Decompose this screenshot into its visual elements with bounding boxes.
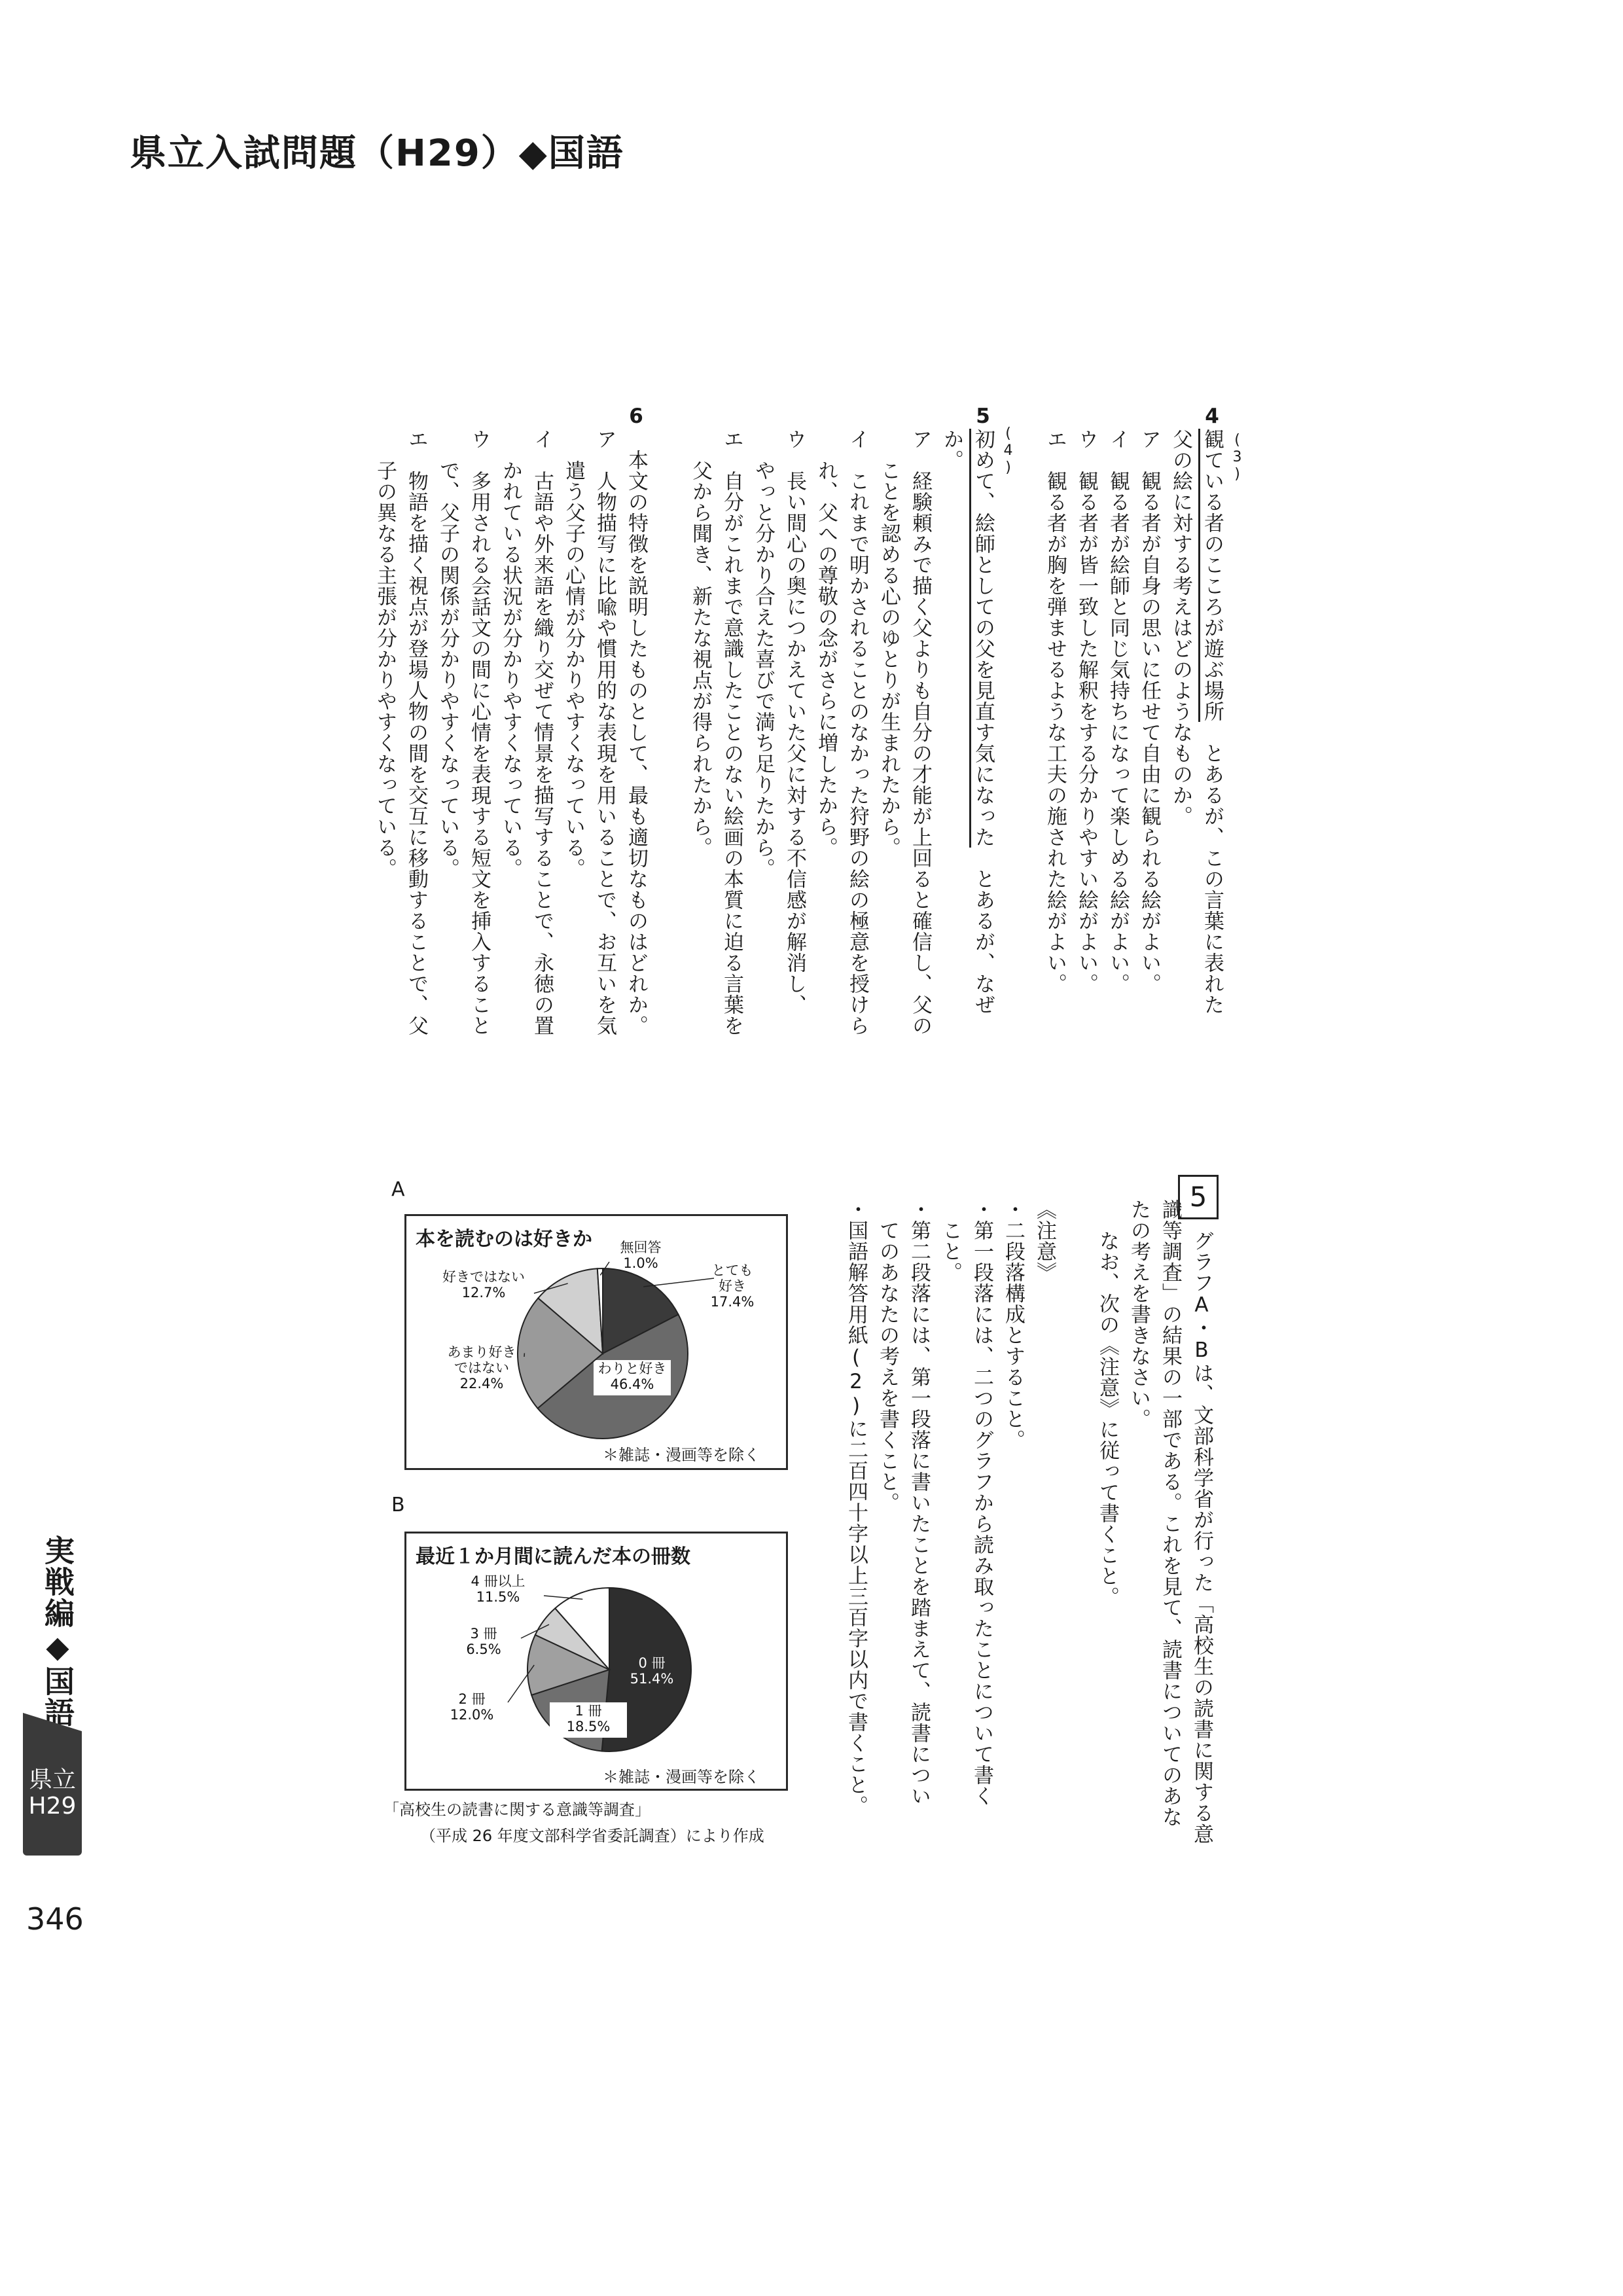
sidebar-tab-text bbox=[23, 1767, 82, 1820]
q5-marker: (4) bbox=[1000, 425, 1016, 476]
section-5-line-2: 識等調査」の結果の一部である。これを見て、読書についてのあな bbox=[1158, 1199, 1182, 1827]
chart-a-label-3-0: 好きではない bbox=[442, 1269, 525, 1285]
q6-stem: 6 本文の特徴を説明したものとして、最も適切なものはどれか。 bbox=[624, 404, 648, 1036]
q4-underlined-phrase: 観ている者のこころが遊ぶ場所 bbox=[1198, 429, 1224, 722]
chart-a-note: ＊雑誌・漫画等を除く bbox=[603, 1446, 760, 1464]
q5-option-e: エ 自分がこれまで意識したことのない絵画の本質に迫る言葉を bbox=[720, 429, 743, 1036]
q6-option-i: イ 古語や外来語を織り交ぜて情景を描写することで、永徳の置 bbox=[530, 429, 554, 1036]
chart-a-label-1-0: わりと好き bbox=[597, 1361, 667, 1376]
chart-a-pie bbox=[406, 1216, 786, 1468]
chart-b-label-0-0: 0 冊 bbox=[638, 1655, 666, 1671]
page-number: 346 bbox=[26, 1901, 84, 1937]
q6-option-a-cont: 遣う父子の心情が分かりやすくなっている。 bbox=[562, 460, 585, 879]
chart-a-title: 本を読むのは好きか bbox=[416, 1228, 592, 1251]
chart-b-label-2-0: 2 冊 bbox=[458, 1691, 486, 1707]
note-1: ・二段落構成とすること。 bbox=[1001, 1199, 1025, 1450]
note-3-cont: てのあなたの考えを書くこと。 bbox=[876, 1199, 899, 1513]
chart-a-label-2-1: ではない bbox=[454, 1360, 509, 1376]
chart-a-box bbox=[404, 1214, 788, 1470]
q4-option-u: ウ 観る者が皆一致した解釈をする分かりやすい絵がよい。 bbox=[1075, 429, 1098, 994]
chart-b-label-2-1: 12.0% bbox=[450, 1707, 494, 1723]
note-2-cont: こと。 bbox=[938, 1199, 962, 1283]
q5-option-i-cont: れ、父への尊敬の念がさらに増したから。 bbox=[814, 460, 838, 858]
chart-b-label-4-1: 11.5% bbox=[476, 1589, 520, 1605]
chart-a-label-4-0: 無回答 bbox=[620, 1240, 662, 1255]
q6-number: 6 bbox=[624, 404, 648, 429]
chart-a-label-2-2: 22.4% bbox=[459, 1376, 504, 1391]
sidebar-tab bbox=[23, 1731, 82, 1856]
notes-title: 《注意》 bbox=[1033, 1199, 1056, 1283]
q6-option-u: ウ 多用される会話文の間に心情を表現する短文を挿入すること bbox=[467, 429, 491, 1036]
note-2: ・第一段落には、二つのグラフから読み取ったことについて書く bbox=[970, 1199, 993, 1806]
chart-a-label: A bbox=[391, 1178, 405, 1201]
chart-b-label-4-0: 4 冊以上 bbox=[471, 1573, 526, 1589]
section-5-number: 5 bbox=[1178, 1175, 1219, 1219]
q6-option-e-cont: 子の異なる主張が分かりやすくなっている。 bbox=[373, 460, 397, 879]
chart-a-label-1-1: 46.4% bbox=[610, 1376, 654, 1392]
chart-a-leader-0 bbox=[643, 1278, 714, 1287]
q6-option-a: ア 人物描写に比喩や慣用的な表現を用いることで、お互いを気 bbox=[593, 429, 616, 1036]
chart-b-label-3-0: 3 冊 bbox=[470, 1626, 497, 1641]
sidebar-tab-line-2: H29 bbox=[28, 1793, 77, 1820]
q4-marker: (3) bbox=[1229, 432, 1245, 483]
q5-option-u-cont: やっと分かり合えた喜びで満ち足りたから。 bbox=[751, 460, 775, 879]
chart-a-label-4-1: 1.0% bbox=[623, 1255, 658, 1271]
chart-b-box bbox=[404, 1532, 788, 1791]
q5-stem-rest: とあるが、なぜ bbox=[971, 848, 995, 1015]
section-5-line-1: グラフA・Bは、文部科学省が行った「高校生の読書に関する意 bbox=[1190, 1230, 1213, 1844]
q4-number: 4 bbox=[1200, 404, 1224, 429]
chart-b-title: 最近１か月間に読んだ本の冊数 bbox=[416, 1545, 690, 1568]
page-title: 県立入試問題（H29）◆国語 bbox=[130, 132, 624, 175]
source-line-2: （平成 26 年度文部科学省委託調査）により作成 bbox=[420, 1827, 764, 1845]
q4-stem-rest: とあるが、この言葉に表れた bbox=[1200, 722, 1224, 1015]
note-4: ・国語解答用紙(2)に二百四十字以上三百字以内で書くこと。 bbox=[844, 1199, 868, 1816]
q5-stem-line1 bbox=[967, 404, 999, 1015]
section-5-line-4: なお、次の《注意》に従って書くこと。 bbox=[1096, 1230, 1119, 1607]
q5-option-u: ウ 長い間心の奥につかえていた父に対する不信感が解消し、 bbox=[783, 429, 806, 1015]
chart-b-label-1-1: 18.5% bbox=[566, 1719, 611, 1734]
q5-stem-line2: か。 bbox=[940, 429, 963, 471]
q5-option-a: ア 経験頼みで描く父よりも自分の才能が上回ると確信し、父の bbox=[908, 429, 932, 1036]
chart-a-label-2-0: あまり好き bbox=[447, 1344, 516, 1360]
chart-b-pie bbox=[406, 1534, 786, 1789]
sidebar-tab-line-1: 県立 bbox=[28, 1767, 76, 1793]
q4-option-e: エ 観る者が胸を弾ませるような工夫の施された絵がよい。 bbox=[1043, 429, 1067, 994]
chart-b-label-3-1: 6.5% bbox=[466, 1641, 501, 1657]
q4-stem-line2: 父の絵に対する考えはどのようなものか。 bbox=[1169, 429, 1192, 827]
q4-option-a: ア 観る者が自身の思いに任せて自由に観られる絵がよい。 bbox=[1137, 429, 1161, 994]
chart-b-label-0-1: 51.4% bbox=[630, 1671, 674, 1687]
q6-option-e: エ 物語を描く視点が登場人物の間を交互に移動することで、父 bbox=[404, 429, 428, 1036]
q6-option-u-cont: で、父子の関係が分かりやすくなっている。 bbox=[436, 460, 459, 879]
q4-option-i: イ 観る者が絵師と同じ気持ちになって楽しめる絵がよい。 bbox=[1106, 429, 1130, 994]
chart-a-label-0-0: とても bbox=[711, 1263, 753, 1278]
q5-underlined-phrase: 初めて、絵師としての父を見直す気になった bbox=[969, 429, 995, 848]
chart-b-note: ＊雑誌・漫画等を除く bbox=[603, 1768, 760, 1786]
q5-option-e-cont: 父から聞き、新たな視点が得られたから。 bbox=[688, 460, 712, 858]
chart-a-label-0-2: 17.4% bbox=[710, 1294, 755, 1310]
chart-b-label: B bbox=[391, 1494, 405, 1516]
q5-option-a-cont: ことを認める心のゆとりが生まれたから。 bbox=[877, 460, 901, 858]
sidebar-section-label: 実戦編◆国語 bbox=[40, 1535, 75, 1729]
chart-a-label-0-1: 好き bbox=[719, 1278, 746, 1294]
q4-stem-line1 bbox=[1196, 404, 1228, 1015]
q5-number: 5 bbox=[971, 404, 995, 429]
chart-a-label-3-1: 12.7% bbox=[461, 1285, 506, 1300]
q5-option-i: イ これまで明かされることのなかった狩野の絵の極意を授けら bbox=[846, 429, 869, 1036]
section-5-line-3: たの考えを書きなさい。 bbox=[1127, 1199, 1150, 1429]
note-3: ・第二段落には、第一段落に書いたことを踏まえて、読書につい bbox=[907, 1199, 931, 1806]
q6-option-i-cont: かれている状況が分かりやすくなっている。 bbox=[499, 460, 522, 879]
source-line-1: 「高校生の読書に関する意識等調査」 bbox=[383, 1801, 651, 1819]
chart-b-label-1-0: 1 冊 bbox=[575, 1703, 602, 1719]
